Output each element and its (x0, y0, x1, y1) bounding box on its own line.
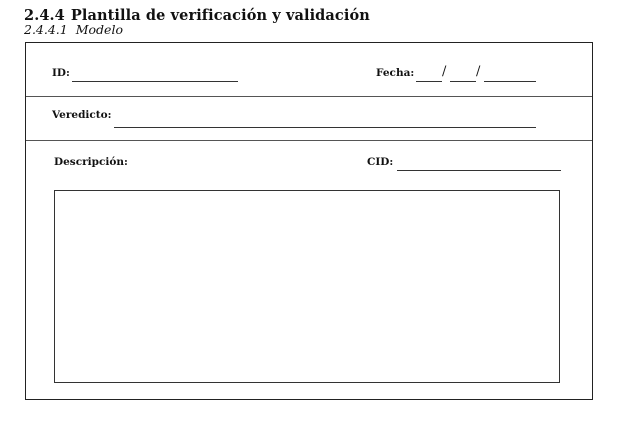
subsection-title: Modelo (75, 22, 123, 37)
fecha-year-field[interactable] (484, 81, 536, 82)
cid-field[interactable] (397, 170, 561, 171)
subsection-number: 2.4.4.1 (24, 22, 68, 37)
date-separator: / (442, 64, 447, 79)
row-divider (26, 140, 592, 141)
row-divider (26, 96, 592, 97)
subsection-heading (24, 22, 123, 37)
section-number: 2.4.4 (24, 7, 65, 24)
descripcion-label: Descripción: (54, 156, 128, 168)
verification-form (25, 42, 593, 400)
id-field[interactable] (72, 81, 238, 82)
id-label: ID: (52, 67, 70, 79)
fecha-month-field[interactable] (450, 81, 476, 82)
fecha-label: Fecha: (376, 67, 415, 79)
date-separator: / (476, 64, 481, 79)
descripcion-box[interactable] (54, 190, 560, 383)
section-title: Plantilla de verificación y validación (70, 7, 370, 24)
cid-label: CID: (367, 156, 394, 168)
fecha-day-field[interactable] (416, 81, 442, 82)
veredicto-field[interactable] (114, 127, 536, 128)
veredicto-label: Veredicto: (52, 109, 112, 121)
